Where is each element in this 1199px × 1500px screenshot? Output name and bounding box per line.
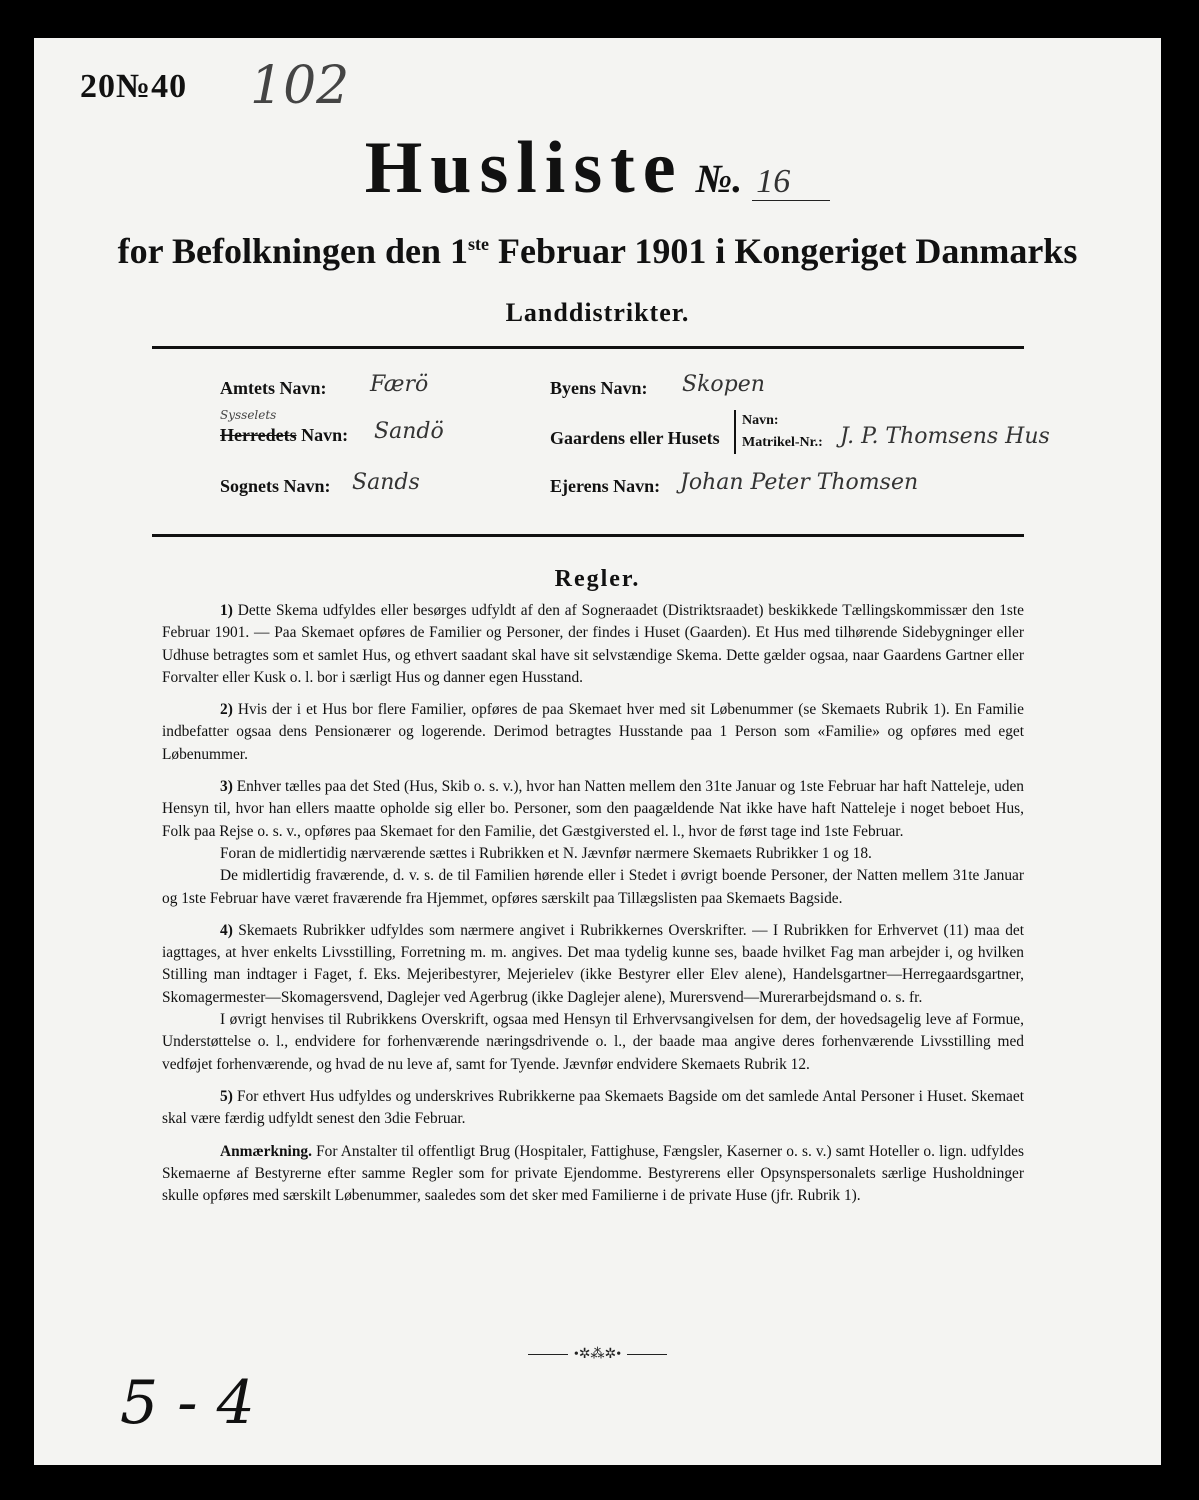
herred-correction: Sysselets	[220, 408, 277, 422]
amt-label: Amtets Navn:	[220, 378, 327, 398]
gaard-matrikel-label: Matrikel-Nr.:	[742, 435, 823, 450]
rules-body	[162, 600, 1024, 1217]
by-label: Byens Navn:	[550, 378, 648, 398]
rule-1	[162, 600, 1024, 689]
rule-4	[162, 920, 1024, 1009]
rule-3	[162, 776, 1024, 843]
title-number-value: 16	[752, 163, 830, 201]
herred-label	[220, 425, 348, 446]
annotation-label: Anmærkning.	[220, 1142, 312, 1160]
gaard-value: J. P. Thomsens Hus	[840, 424, 1050, 449]
herred-value: Sandö	[374, 419, 444, 444]
herred-label-rest: Navn:	[296, 425, 349, 445]
ornament-glyph: •✲⁂✲•	[573, 1347, 622, 1362]
rule-4-text: Skemaets Rubrikker udfyldes som nærmere angivet i Rubrikkernes Overskrifter. — I Rubrikken for Erhvervet (11) maa det iagttages, at hver enkelts Livsstilling, Forretning m. m. angives. Det maa tydelig kunne ses, baade hvilket Fag man arbejder i, og hvilken Stilling man indtager i Faget, f. Eks. Mejeribestyrer, Mejerielev (ikke Bestyrer eller Elev alene), Handelsgartner—Herregaardsgartner, Skomagermester—Skomagersvend, Daglejer ved Agerbrug (ikke Daglejer alene), Murersvend—Murerarbejdsmand o. s. fr.	[162, 921, 1024, 1006]
gaard-navn-label: Navn:	[742, 413, 779, 428]
ornament-line-left	[528, 1354, 568, 1355]
ornament-line-right	[627, 1354, 667, 1355]
subtitle-pre: for Befolkningen den 1	[117, 231, 469, 271]
rule-3b: Foran de midlertidig nærværende sættes i Rubrikken et N. Jævnfør nærmere Skemaets Rubrikker 1 og 18.	[220, 844, 872, 862]
bottom-divider	[152, 534, 1024, 537]
subtitle-sup: ste	[468, 234, 490, 254]
archive-number: 20№40	[80, 68, 188, 105]
rule-2	[162, 699, 1024, 766]
top-divider	[152, 346, 1024, 349]
annotation-text: For Anstalter til offentligt Brug (Hospitaler, Fattighuse, Fængsler, Kaserner o. s. v.) samt Hoteller o. lign. udfyldes Skemaerne af Bestyrerne efter samme Regler som for private Ejendomme. Bestyrerens eller Opsynspersonalets særlige Husholdninger skulle opføres med særskilt Løbenummer, saaledes som det sker med Familierne i de private Huse (jfr. Rubrik 1).	[162, 1142, 1024, 1205]
rule-3-text: Enhver tælles paa det Sted (Hus, Skib o. s. v.), hvor han Natten mellem den 31te Januar og 1ste Februar har haft Natteleje, uden Hensyn til, hvor han ellers maatte opholde sig eller bo. Personer, som den paagældende Nat ikke have haft Natteleje i noget beboet Hus, Folk paa Rejse o. s. v., opføres paa Skemaet for den Familie, det Gæstgiversted el. l., hvor de først tage ind 1ste Februar.	[162, 778, 1024, 840]
form-subtitle	[34, 230, 1161, 272]
rule-1-text: Dette Skema udfyldes eller besørges udfyldt af den af Sogneraadet (Distriktsraadet) beskikkede Tællingskommissær den 1ste Februar 1901. — Paa Skemaet opføres de Familier og Personer, der findes i Huset (Gaarden). Et Hus med tilhørende Sidebygninger eller Udhuse betragtes som et samlet Hus, og ethvert saadant skal have sit selvstændige Skema. Dette gælder ogsaa, naar Gaardens Gartner eller Forvalter eller Kusk o. l. bor i særligt Hus og danner egen Husstand.	[162, 602, 1024, 686]
census-form-page	[34, 38, 1161, 1465]
title-main: Husliste	[364, 127, 684, 209]
sogn-value: Sands	[352, 470, 420, 495]
title-number-label: №.	[695, 156, 743, 201]
rule-3-number: 3)	[220, 778, 233, 796]
rule-4b: I øvrigt henvises til Rubrikkens Overskrift, ogsaa med Hensyn til Erhvervsangivelsen for dem, der hovedsagelig leve af Formue, Understøttelse o. l., endvidere for forhenværende næringsdrivende o. l., der baade maa angive deres forhenværende Livsstilling med vedføjet forhenværende, og hvad de nu leve af, samt for Tyende. Jævnfør endvidere Skemaets Rubrik 12.	[162, 1011, 1024, 1073]
bottom-handwritten-note: 5 - 4	[120, 1368, 255, 1438]
rule-3c: De midlertidig fraværende, d. v. s. de til Familien hørende eller i Stedet i øvrigt boende Personer, der Natten mellem 31te Januar og 1ste Februar have været fraværende fra Hjemmet, opføres særskilt paa Tillægslisten paa Skemaets Bagside.	[162, 867, 1024, 907]
district-label: Landdistrikter.	[505, 298, 690, 327]
gaard-label: Gaardens eller Husets	[550, 428, 720, 448]
rule-2-number: 2)	[220, 701, 233, 719]
ejer-label: Ejerens Navn:	[550, 476, 661, 496]
pencil-annotation: 102	[250, 56, 350, 116]
rule-5-text: For ethvert Hus udfyldes og underskrives Rubrikkerne paa Skemaets Bagside om det samlede Antal Personer i Huset. Skemaet skal være færdig udfyldt senest den 3die Februar.	[162, 1087, 1024, 1128]
sogn-label: Sognets Navn:	[220, 476, 331, 496]
form-title	[34, 126, 1161, 211]
herred-label-struck: Herredets	[220, 425, 297, 445]
rule-1-number: 1)	[220, 602, 233, 619]
rules-heading: Regler.	[554, 566, 641, 592]
annotation-note	[162, 1141, 1024, 1208]
subtitle-post: Februar 1901 i Kongeriget Danmarks	[489, 231, 1078, 271]
ejer-value: Johan Peter Thomsen	[680, 470, 919, 495]
ornament-divider	[34, 1346, 1161, 1363]
rule-4-number: 4)	[220, 921, 233, 939]
gaard-brace	[734, 410, 823, 454]
rule-2-text: Hvis der i et Hus bor flere Familier, opføres de paa Skemaet hver med sit Løbenummer (se Skemaets Rubrik 1). En Familie indbefatter ogsaa dens Pensionærer og logerende. Derimod betragtes Husstande paa 1 Person som «Familie» og opføres med eget Løbenummer.	[162, 701, 1024, 763]
rule-5-number: 5)	[220, 1087, 233, 1105]
by-value: Skopen	[682, 372, 765, 397]
rule-5	[162, 1086, 1024, 1131]
amt-value: Færö	[370, 372, 429, 397]
